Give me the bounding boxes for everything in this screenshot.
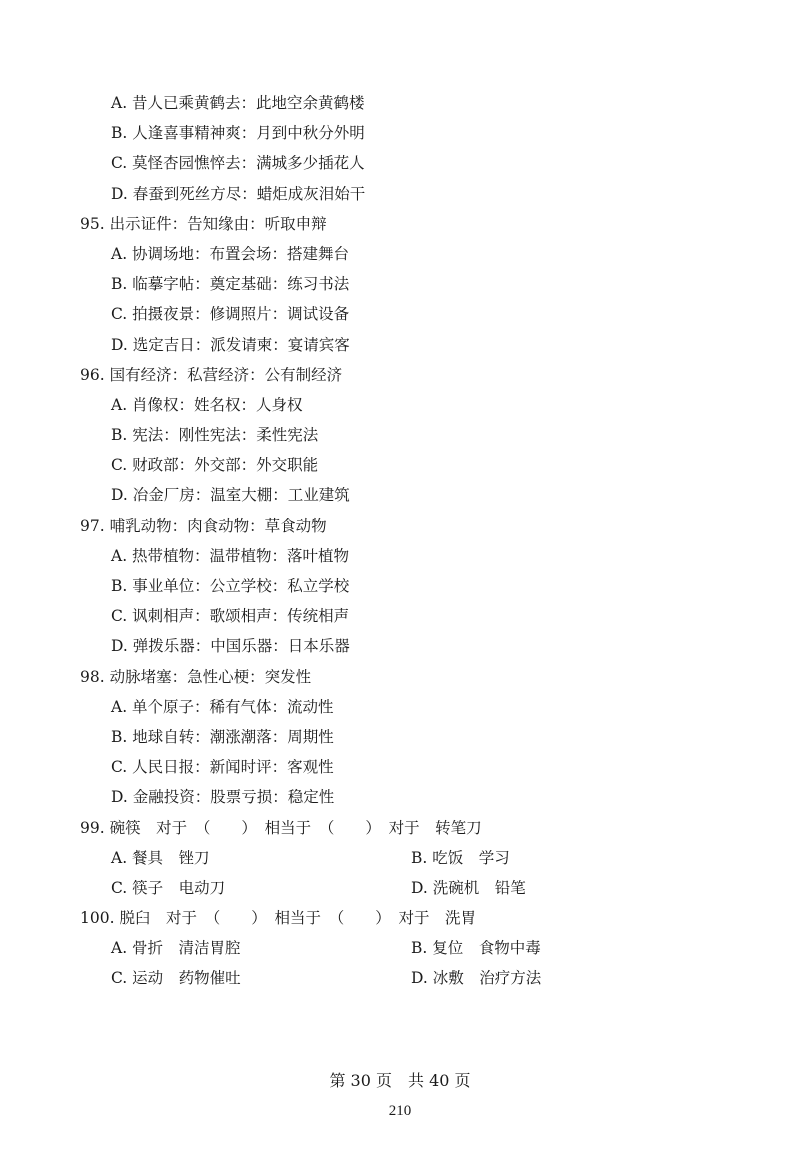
question-list xyxy=(0,88,800,994)
q100-option-c: C. 运动 药物催吐 xyxy=(111,969,241,988)
q99-option-b: B. 吃饭 学习 xyxy=(411,848,510,867)
q98-option-d: D. 金融投资：股票亏损：稳定性 xyxy=(111,788,335,807)
q99-options-row-1 xyxy=(0,843,800,873)
page-number: 210 xyxy=(388,1103,412,1119)
q97-option-d: D. 弹拨乐器：中国乐器：日本乐器 xyxy=(111,637,350,656)
q100-options-row-1 xyxy=(0,933,800,963)
q97-option-c: C. 讽刺相声：歌颂相声：传统相声 xyxy=(111,607,350,626)
q99-option-a: A. 餐具 锉刀 xyxy=(111,848,210,867)
q98-option-b: B. 地球自转：潮涨潮落：周期性 xyxy=(111,727,334,746)
q94-option-c: C. 莫怪杏园憔悴去：满城多少插花人 xyxy=(111,154,365,173)
q94-option-d: D. 春蚕到死丝方尽：蜡炬成灰泪始干 xyxy=(111,184,366,203)
q100-option-a: A. 骨折 清洁胃腔 xyxy=(111,939,241,958)
q99-option-c: C. 筷子 电动刀 xyxy=(111,878,226,897)
q95-option-c: C. 拍摄夜景：修调照片：调试设备 xyxy=(111,305,350,324)
q97-stem: 97. 哺乳动物：肉食动物：草食动物 xyxy=(80,516,327,535)
q99-options-row-2 xyxy=(0,873,800,903)
q96-option-a: A. 肖像权：姓名权：人身权 xyxy=(111,395,303,414)
q95-option-b: B. 临摹字帖：奠定基础：练习书法 xyxy=(111,275,350,294)
q95-stem: 95. 出示证件：告知缘由：听取申辩 xyxy=(80,214,327,233)
q97-option-a: A. 热带植物：温带植物：落叶植物 xyxy=(111,546,350,565)
q96-option-d: D. 冶金厂房：温室大棚：工业建筑 xyxy=(111,486,350,505)
q99-option-d: D. 洗碗机 铅笔 xyxy=(411,878,526,897)
q100-options-row-2 xyxy=(0,963,800,993)
q95-option-d: D. 选定吉日：派发请柬：宴请宾客 xyxy=(111,335,350,354)
q96-option-c: C. 财政部：外交部：外交职能 xyxy=(111,456,319,475)
q98-option-a: A. 单个原子：稀有气体：流动性 xyxy=(111,697,334,716)
q96-stem: 96. 国有经济：私营经济：公有制经济 xyxy=(80,365,343,384)
q95-option-a: A. 协调场地：布置会场：搭建舞台 xyxy=(111,244,350,263)
q98-stem: 98. 动脉堵塞：急性心梗：突发性 xyxy=(80,667,312,686)
q98-option-c: C. 人民日报：新闻时评：客观性 xyxy=(111,758,334,777)
q97-option-b: B. 事业单位：公立学校：私立学校 xyxy=(111,577,350,595)
q100-option-b: B. 复位 食物中毒 xyxy=(411,939,541,958)
q100-option-d: D. 冰敷 治疗方法 xyxy=(411,969,542,988)
q94-option-b: B. 人逢喜事精神爽：月到中秋分外明 xyxy=(111,124,365,143)
q94-option-a: A. 昔人已乘黄鹤去：此地空余黄鹤楼 xyxy=(111,94,365,112)
page-info: 第 30 页 共 40 页 xyxy=(329,1071,471,1090)
q100-stem: 100. 脱臼 对于 （ ） 相当于 （ ） 对于 洗胃 xyxy=(80,909,476,928)
q99-stem: 99. 碗筷 对于 （ ） 相当于 （ ） 对于 转笔刀 xyxy=(80,818,482,837)
q96-option-b: B. 宪法：刚性宪法：柔性宪法 xyxy=(111,426,319,445)
